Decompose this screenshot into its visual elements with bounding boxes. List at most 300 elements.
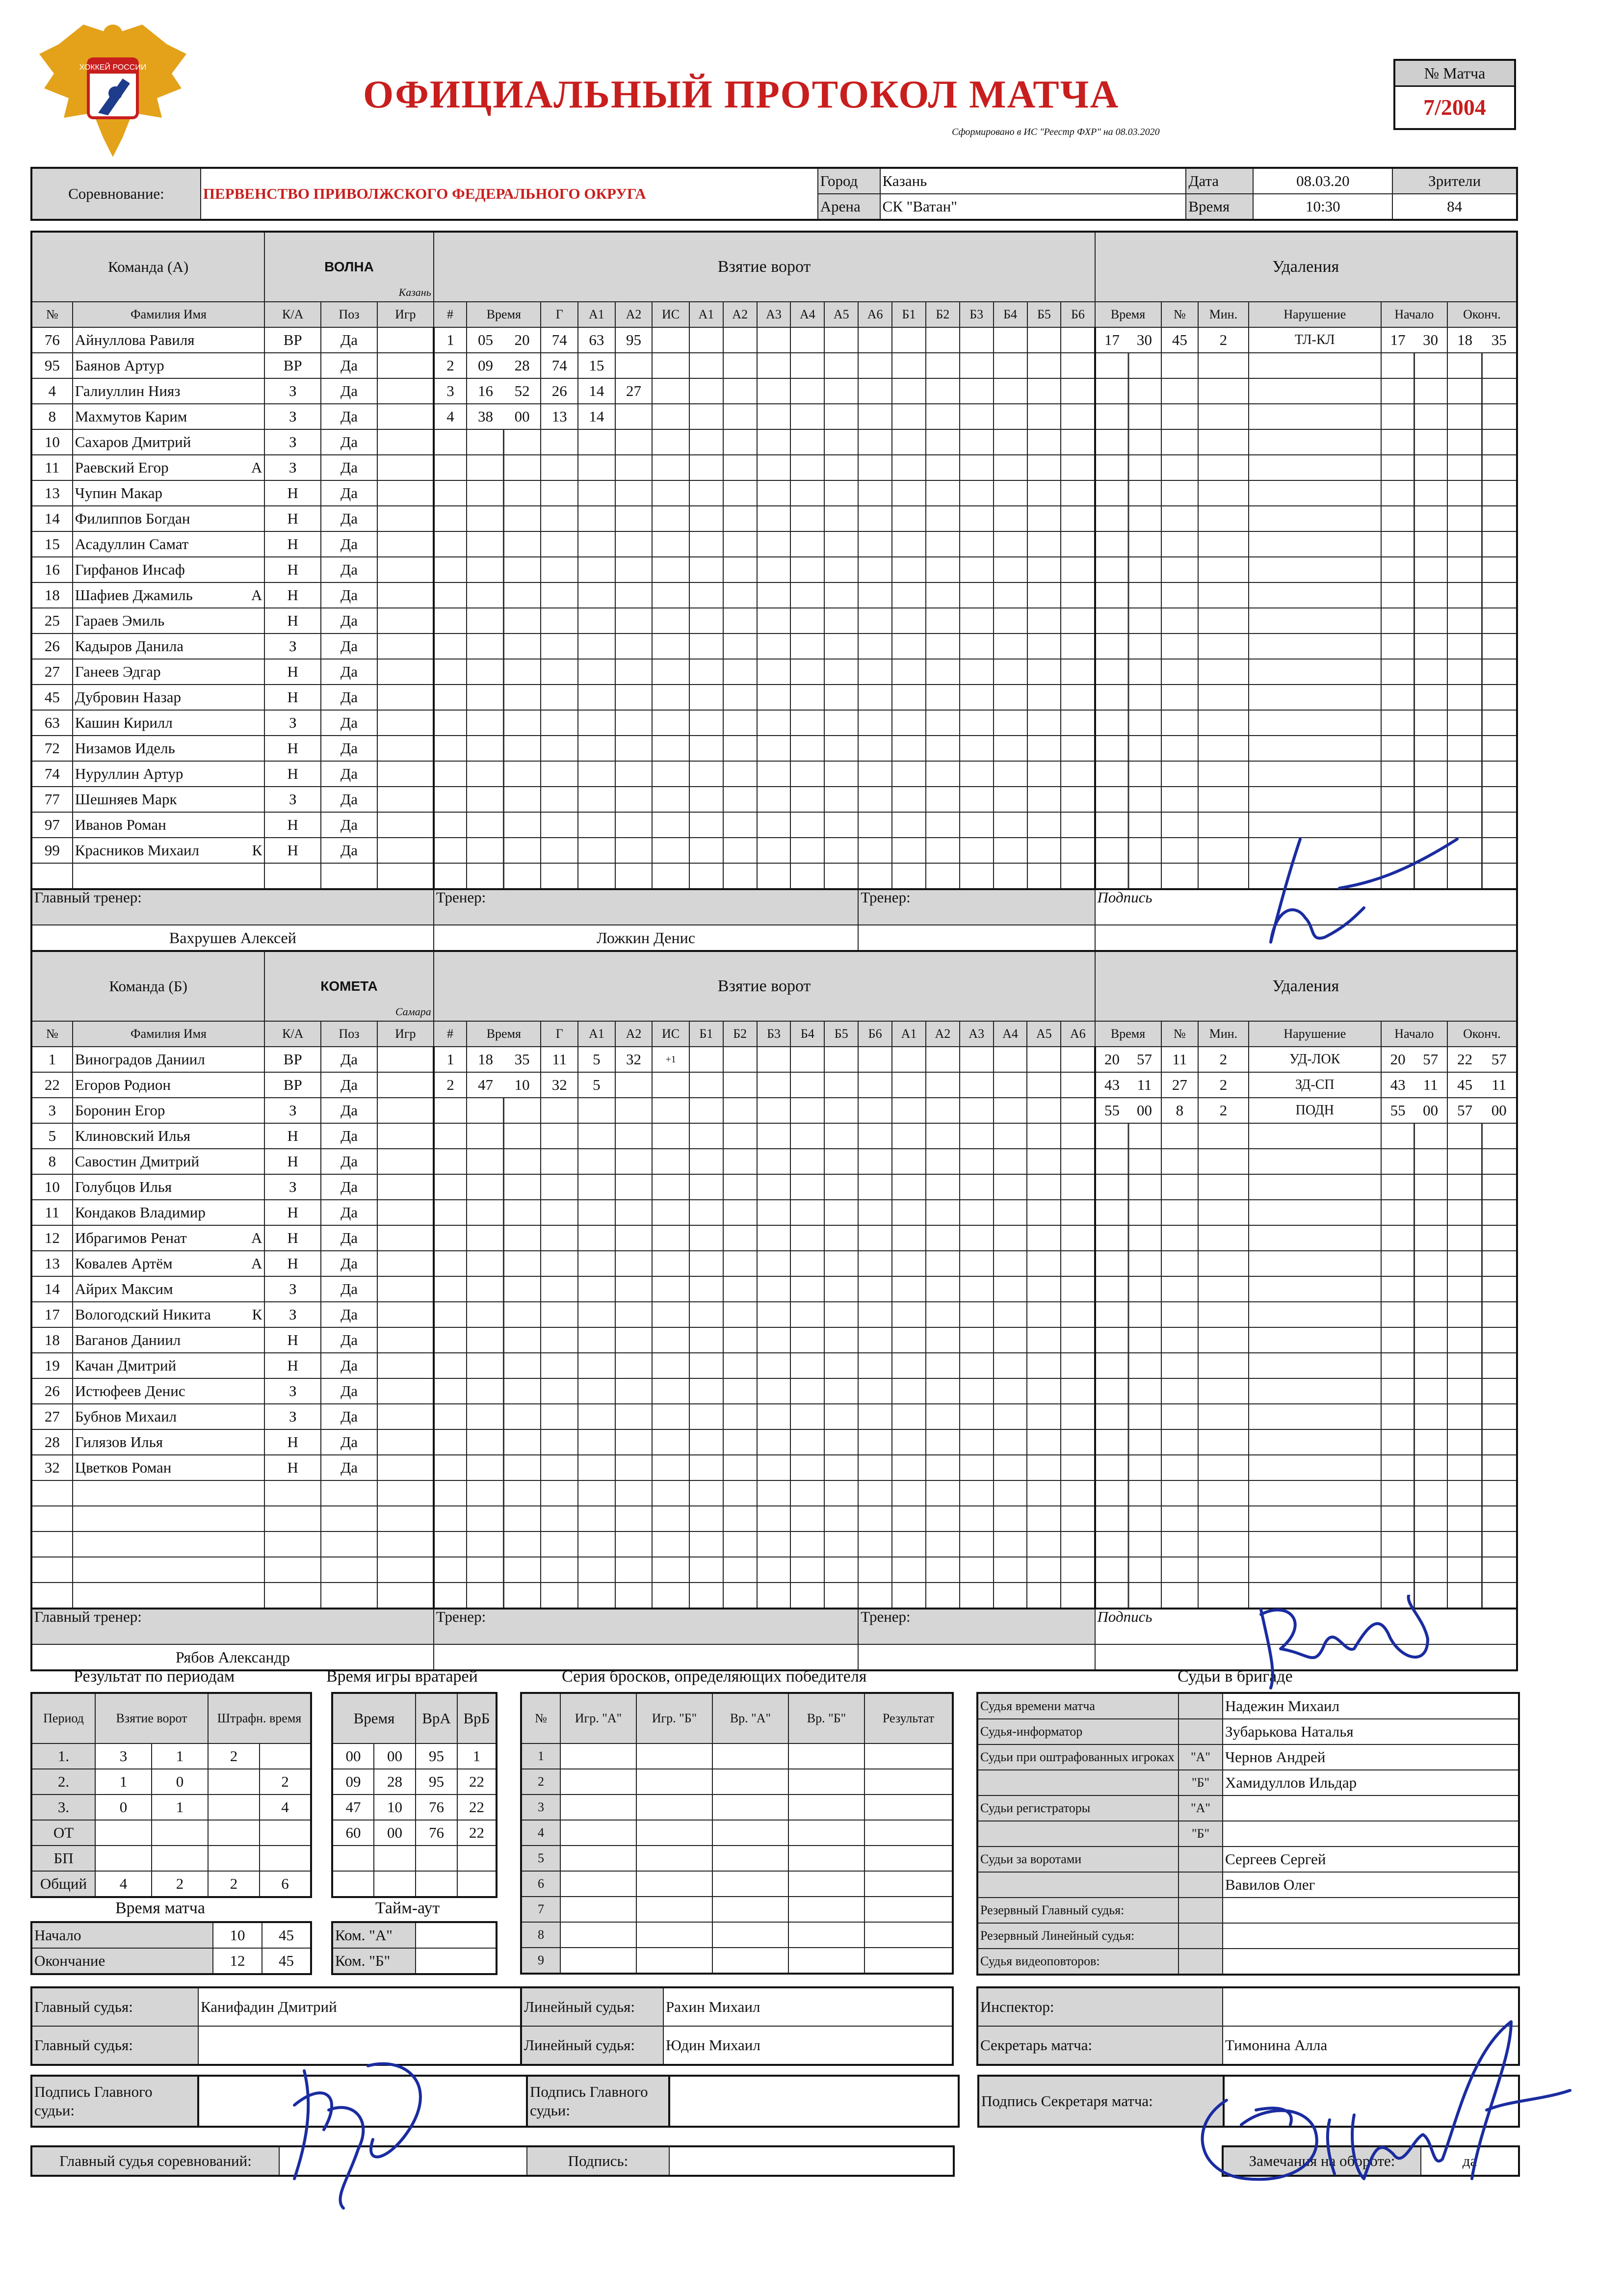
player-number: 12 [31,1225,73,1251]
player-number: 27 [31,1404,73,1429]
player-name: Асадуллин Самат [75,535,189,553]
player-position: ВР [264,1047,321,1072]
secretary-value: Тимонина Алла [1223,2026,1519,2065]
player-number: 13 [31,480,73,506]
gk-cell: 22 [457,1820,497,1846]
ref-name [1223,1898,1519,1923]
player-role: К [252,1306,262,1323]
comp-ref-label: Главный судья соревнований: [31,2146,279,2176]
col-a1: А1 [578,302,615,327]
periods-cell [208,1795,260,1820]
pen-player: 8 [1161,1098,1199,1123]
city-label: Город [818,168,880,194]
goal-assist-2: 95 [615,327,653,353]
goal-situation: +1 [652,1047,689,1072]
goal-min: 09 [478,357,494,374]
player-played: Да [321,1327,377,1353]
periods-table [30,1692,312,1898]
spectators-value: 84 [1392,194,1517,220]
pen-time-sec: 11 [1137,1076,1152,1093]
line-ref-2: Юдин Михаил [663,2026,953,2065]
shootout-row-number: 7 [521,1897,560,1922]
player-name: Ибрагимов Ренат [75,1229,187,1246]
competition-name: ПЕРВЕНСТВО ПРИВОЛЖСКОГО ФЕДЕРАЛЬНОГО ОКРУГА [201,168,818,220]
player-number: 8 [31,404,73,429]
periods-cell: 3. [31,1795,95,1820]
goal-min: 47 [478,1076,494,1093]
col-ka: К/А [264,1021,321,1047]
player-role: А [251,1229,262,1246]
head-coach-label: Главный тренер: [34,1609,142,1625]
player-number: 1 [31,1047,73,1072]
timeout-b-label: Ком. "Б" [332,1948,416,1974]
goal-situation [652,1072,689,1098]
main-ref-label-2: Главный судья: [31,2026,198,2065]
periods-title: Результат по периодам [74,1667,235,1686]
sign-label: Подпись [1097,889,1152,906]
shootout-row-number: 3 [521,1795,560,1820]
col-a4: А4 [994,1021,1027,1047]
sign-main-ref-label-2: Подпись Главного судьи: [527,2076,669,2127]
gk-cell: 00 [374,1820,416,1846]
timeout-title: Тайм-аут [375,1899,440,1917]
player-number: 28 [31,1429,73,1455]
player-played: Да [321,531,377,557]
goal-situation [652,353,689,378]
player-number: 18 [31,582,73,608]
team_a-label: Команда (А) [31,232,264,302]
player-name: Ганеев Эдгар [75,663,161,680]
col-g: Г [541,302,578,327]
pen-start-min: 20 [1390,1051,1406,1068]
player-name: Дубровин Назар [75,688,181,706]
player-position: Н [264,1353,321,1378]
player-position: ВР [264,327,321,353]
player-played: Да [321,736,377,761]
periods-cell [260,1820,311,1846]
info-table [30,167,1518,221]
ref-side: "А" [1178,1795,1223,1821]
player-position: Н [264,506,321,531]
player-name: Сахаров Дмитрий [75,433,191,450]
player-played: Да [321,1455,377,1480]
player-position: З [264,710,321,736]
col-p_time: Время [1095,302,1161,327]
periods-cell: 2 [208,1743,260,1769]
gk-cell: 28 [374,1769,416,1795]
player-position: Н [264,1429,321,1455]
ref-side: "А" [1178,1744,1223,1770]
periods-cell: 4 [260,1795,311,1820]
head-coach-name: Рябов Александр [31,1644,434,1670]
periods-cell [95,1846,152,1871]
player-name: Филиппов Богдан [75,510,190,527]
player-played: Да [321,582,377,608]
player-name: Нуруллин Артур [75,765,183,782]
col-time: Время [467,302,541,327]
periods-cell [208,1846,260,1871]
goal-number: 1 [434,1047,467,1072]
ref-role: Судьи за воротами [977,1847,1178,1872]
main-ref-label: Главный судья: [31,1987,198,2026]
player-played: Да [321,710,377,736]
coach-label: Тренер: [436,889,486,906]
col-p_num: № [1161,1021,1199,1047]
player-name: Низамов Идель [75,739,175,757]
col-p_start: Начало [1381,1021,1447,1047]
ref-name [1223,1795,1519,1821]
time-label: Время [1186,194,1253,220]
periods-cell [95,1820,152,1846]
periods-cell: ОТ [31,1820,95,1846]
player-role: К [252,842,262,859]
match-start-h: 10 [213,1922,262,1948]
col-p_start: Начало [1381,302,1447,327]
gk-cell: 76 [416,1820,457,1846]
signature-team-a [1241,829,1477,952]
col-ka: К/А [264,302,321,327]
col-b4: Б4 [994,302,1027,327]
player-played: Да [321,557,377,582]
col-p_viol: Нарушение [1249,302,1381,327]
periods-cell: 1 [152,1795,208,1820]
periods-col-pim: Штрафн. время [208,1693,311,1743]
pen-end-min: 57 [1457,1102,1473,1119]
player-position: З [264,429,321,455]
ref-side [1178,1898,1223,1923]
team_a-city: Казань [398,286,431,298]
player-played: Да [321,1276,377,1302]
ref-role: Судья-информатор [977,1719,1178,1744]
line-ref-1: Рахин Михаил [663,1987,953,2026]
col-p_min: Мин. [1198,1021,1249,1047]
player-played: Да [321,378,377,404]
head-coach-label: Главный тренер: [34,889,142,906]
player-name: Галиуллин Нияз [75,382,181,399]
player-name: Чупин Макар [75,484,163,501]
gk-cell: 60 [332,1820,374,1846]
shootout-col: № [521,1693,560,1743]
player-name: Боронин Егор [75,1102,165,1119]
col-a2: А2 [615,302,653,327]
player-played: Да [321,506,377,531]
player-name: Ковалев Артём [75,1255,173,1272]
player-position: З [264,1404,321,1429]
player-number: 26 [31,633,73,659]
col-a5: А5 [824,302,858,327]
periods-cell: Общий [31,1871,95,1897]
player-position: З [264,1174,321,1200]
generated-note: Сформировано в ИС "Реестр ФХР" на 08.03.2020 [952,127,1160,137]
coach-label-2: Тренер: [861,889,911,906]
periods-cell: 1 [95,1769,152,1795]
goal-sec: 20 [514,331,530,348]
ref-name [1223,1949,1519,1975]
col-pos: Поз [321,302,377,327]
goal-assist-2 [615,353,653,378]
gk-cell: 22 [457,1795,497,1820]
ref-side [1178,1847,1223,1872]
goal-situation [652,378,689,404]
coach-name [434,1644,858,1670]
pen-minutes: 2 [1198,1072,1249,1098]
signature-main-ref [275,2051,461,2213]
gk-cell: 76 [416,1795,457,1820]
player-number: 8 [31,1149,73,1174]
goal-sec: 35 [514,1051,530,1068]
player-number: 14 [31,506,73,531]
player-number: 25 [31,608,73,633]
col-b1: Б1 [689,1021,723,1047]
match-number-box [1393,59,1516,130]
player-played: Да [321,1123,377,1149]
ref-name: Зубарькова Наталья [1223,1719,1519,1744]
ref-role [977,1770,1178,1795]
goal-assist-2: 27 [615,378,653,404]
team_b-penalties-header: Удаления [1095,951,1518,1021]
player-position: З [264,1302,321,1327]
player-name: Истюфеев Денис [75,1382,185,1399]
col-b5: Б5 [1027,302,1061,327]
col-g: Г [541,1021,578,1047]
player-played: Да [321,633,377,659]
player-number: 15 [31,531,73,557]
player-name: Айрих Максим [75,1280,173,1297]
team_a-penalties-header: Удаления [1095,232,1517,302]
player-position: Н [264,608,321,633]
player-position: Н [264,1251,321,1276]
periods-cell: 6 [260,1871,311,1897]
player-played: Да [321,761,377,787]
page-title: ОФИЦИАЛЬНЫЙ ПРОТОКОЛ МАТЧА [363,73,1120,116]
goal-assist-1: 14 [578,404,615,429]
gk-cell: 22 [457,1769,497,1795]
player-position: Н [264,685,321,710]
shootout-table [520,1692,954,1975]
ref-role [977,1821,1178,1847]
goal-assist-2 [615,1072,653,1098]
secretary-label: Секретарь матча: [977,2026,1223,2065]
signature-team-b [1251,1595,1447,1693]
periods-cell: 2 [208,1871,260,1897]
goal-scorer: 11 [541,1047,578,1072]
player-name: Виноградов Даниил [75,1051,205,1068]
pen-time-min: 17 [1104,331,1120,348]
gk-cell: 95 [416,1769,457,1795]
player-position: Н [264,480,321,506]
player-number: 14 [31,1276,73,1302]
pen-minutes: 2 [1198,1098,1249,1123]
player-number: 10 [31,1174,73,1200]
player-played: Да [321,787,377,812]
periods-cell: 0 [95,1795,152,1820]
pen-start-sec: 57 [1423,1051,1439,1068]
player-number: 95 [31,353,73,378]
player-number: 76 [31,327,73,353]
pen-player: 45 [1161,327,1199,353]
col-name: Фамилия Имя [73,1021,265,1047]
shootout-row-number: 8 [521,1922,560,1948]
player-played: Да [321,480,377,506]
periods-col-period: Период [31,1693,95,1743]
col-a3: А3 [757,302,791,327]
periods-cell: 0 [152,1769,208,1795]
goal-assist-1: 15 [578,353,615,378]
player-name: Голубцов Илья [75,1178,172,1195]
col-a2: А2 [723,302,757,327]
player-name: Егоров Родион [75,1076,171,1093]
goal-min: 05 [478,331,494,348]
ref-name: Сергеев Сергей [1223,1847,1519,1872]
col-hash: # [434,1021,467,1047]
col-a4: А4 [790,302,824,327]
player-name: Баянов Артур [75,357,164,374]
periods-cell: 2. [31,1769,95,1795]
player-position: Н [264,812,321,838]
col-b2: Б2 [723,1021,757,1047]
player-name: Красников Михаил [75,842,200,859]
player-position: Н [264,531,321,557]
signature-secretary [1168,2012,1575,2198]
head-coach-name: Вахрушев Алексей [31,925,434,951]
pen-end-sec: 00 [1491,1102,1507,1119]
player-played: Да [321,1174,377,1200]
goal-min: 16 [478,382,494,399]
ref-name: Надежин Михаил [1223,1693,1519,1719]
player-played: Да [321,1098,377,1123]
periods-cell [208,1769,260,1795]
player-position: Н [264,659,321,685]
pen-violation: ПОДН [1249,1098,1381,1123]
player-position: З [264,1378,321,1404]
player-name: Савостин Дмитрий [75,1153,200,1170]
player-number: 11 [31,1200,73,1225]
ref-role: Судья времени матча [977,1693,1178,1719]
player-position: Н [264,1149,321,1174]
pen-end-sec: 35 [1491,331,1507,348]
player-name: Махмутов Карим [75,408,187,425]
col-p_end: Оконч. [1447,1021,1517,1047]
player-played: Да [321,353,377,378]
shootout-row-number: 4 [521,1820,560,1846]
player-position: З [264,1098,321,1123]
goalie-time-table [331,1692,497,1898]
match-start-label: Начало [31,1922,213,1948]
col-b6: Б6 [858,1021,892,1047]
ref-name [1223,1821,1519,1847]
player-number: 3 [31,1098,73,1123]
player-number: 72 [31,736,73,761]
remarks-value: да [1421,2146,1519,2176]
goal-number: 4 [434,404,467,429]
pen-time-min: 43 [1104,1076,1120,1093]
ref-side: "Б" [1178,1770,1223,1795]
goal-situation [652,327,689,353]
player-number: 26 [31,1378,73,1404]
time-value: 10:30 [1253,194,1392,220]
player-played: Да [321,1302,377,1327]
ref-name: Хамидуллов Ильдар [1223,1770,1519,1795]
player-number: 22 [31,1072,73,1098]
sign-label: Подпись [1097,1609,1152,1625]
player-position: Н [264,582,321,608]
col-a2: А2 [926,1021,960,1047]
pen-violation: ЗД-СП [1249,1072,1381,1098]
player-position: З [264,378,321,404]
svg-text:ХОККЕЙ РОССИИ: ХОККЕЙ РОССИИ [79,63,147,72]
goal-sec: 28 [514,357,530,374]
pen-minutes: 2 [1198,1047,1249,1072]
ref-name [1223,1923,1519,1949]
player-name: Шафиев Джамиль [75,586,193,604]
team_b-table [30,950,1518,1671]
player-name: Гараев Эмиль [75,612,165,629]
gk-cell: 00 [332,1743,374,1769]
player-name: Качан Дмитрий [75,1357,177,1374]
ref-side: "Б" [1178,1821,1223,1847]
ref-role [977,1872,1178,1898]
periods-cell: 2 [152,1871,208,1897]
col-play: Игр [377,302,434,327]
player-position: Н [264,736,321,761]
player-role: А [251,586,262,604]
timeout-table [331,1921,497,1975]
player-number: 77 [31,787,73,812]
shootout-row-number: 6 [521,1871,560,1897]
match-number-label: № Матча [1395,61,1514,87]
gk-cell: 09 [332,1769,374,1795]
shootout-col: Результат [864,1693,953,1743]
pen-time-sec: 30 [1137,331,1152,348]
periods-cell [152,1820,208,1846]
ref-side [1178,1719,1223,1744]
ref-role: Резервный Линейный судья: [977,1923,1178,1949]
referees-table [976,1692,1520,1976]
col-p_time: Время [1095,1021,1161,1047]
col-pos: Поз [321,1021,377,1047]
player-name: Кондаков Владимир [75,1204,206,1221]
coach-label: Тренер: [436,1609,486,1625]
shootout-col: Вр. "А" [712,1693,788,1743]
col-a1: А1 [578,1021,615,1047]
player-number: 32 [31,1455,73,1480]
player-name: Клиновский Илья [75,1127,191,1144]
player-position: Н [264,1200,321,1225]
pen-player: 27 [1161,1072,1199,1098]
col-a6: А6 [1061,1021,1095,1047]
match-end-m: 45 [262,1948,311,1974]
player-position: ВР [264,1072,321,1098]
goal-number: 2 [434,353,467,378]
player-played: Да [321,1378,377,1404]
player-position: З [264,787,321,812]
player-position: ВР [264,353,321,378]
competition-label: Соревнование: [31,168,201,220]
ref-role: Резервный Главный судья: [977,1898,1178,1923]
ref-side [1178,1693,1223,1719]
player-name: Гирфанов Инсаф [75,561,185,578]
player-played: Да [321,455,377,480]
player-number: 19 [31,1353,73,1378]
goal-sec: 10 [514,1076,530,1093]
ref-role: Судьи регистраторы [977,1795,1178,1821]
col-b5: Б5 [824,1021,858,1047]
ref-name: Вавилов Олег [1223,1872,1519,1898]
player-number: 4 [31,378,73,404]
periods-cell: 4 [95,1871,152,1897]
shootout-row-number: 1 [521,1743,560,1769]
col-b1: Б1 [892,302,926,327]
